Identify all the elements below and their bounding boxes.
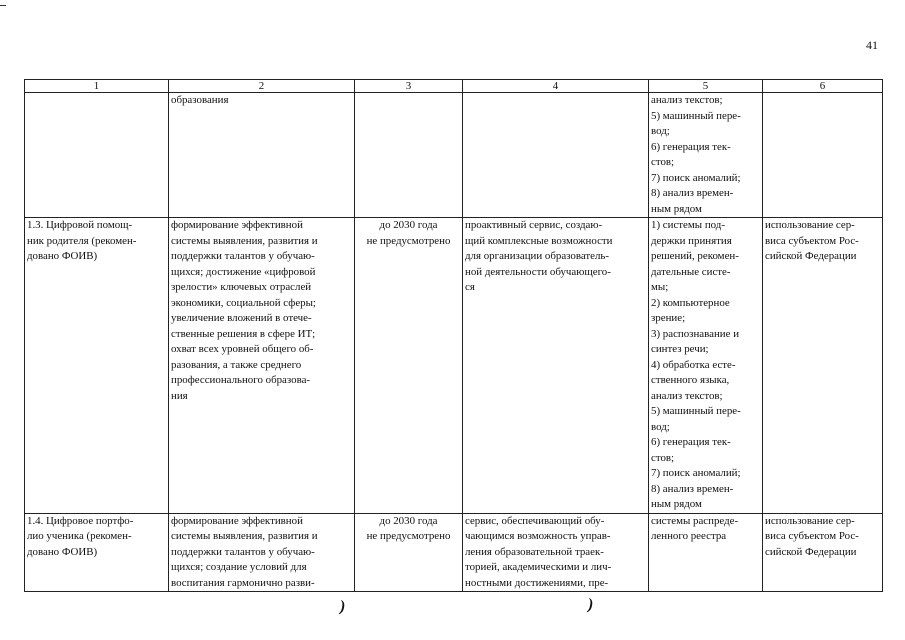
page-number: 41	[866, 38, 878, 52]
cell-goals	[169, 513, 355, 592]
cell-description	[463, 513, 649, 592]
text-line: ния	[171, 389, 188, 402]
text-line: использование сер-	[765, 219, 855, 231]
column-number: 1	[25, 80, 169, 93]
text-line: 6) генерация тек-	[651, 140, 731, 153]
text-line: образования	[171, 94, 229, 106]
column-number: 3	[355, 80, 463, 93]
scan-mark: )	[340, 598, 346, 615]
text-line: не предусмотрено	[366, 234, 451, 247]
text-line: 1.3. Цифровой помощ-	[27, 219, 133, 231]
cell-technologies	[649, 218, 763, 514]
column-number: 4	[463, 80, 649, 93]
text-line: ственного языка,	[651, 374, 730, 386]
text-line: до 2030 года	[379, 514, 438, 527]
text-line: 1) системы под-	[651, 219, 725, 231]
continuation-row	[25, 93, 883, 218]
text-line: дательные систе-	[651, 265, 731, 278]
text-line: экономики, социальной сферы;	[171, 296, 316, 309]
text-line: увеличение вложений в отече-	[171, 312, 312, 324]
text-line: сийской Федерации	[765, 545, 857, 558]
text-line: системы распреде-	[651, 514, 739, 527]
cell-deadline	[355, 218, 463, 514]
text-line: 8) анализ времен-	[651, 187, 734, 199]
text-line: не предусмотрено	[366, 530, 451, 542]
column-number: 6	[763, 80, 883, 93]
text-line: поддержки талантов у обучаю-	[171, 545, 315, 558]
text-line: поддержки талантов у обучаю-	[171, 250, 315, 262]
text-line: анализ текстов;	[651, 389, 723, 402]
text-line: системы выявления, развития и	[171, 530, 318, 542]
text-line: мы;	[651, 281, 669, 293]
cell-measure	[25, 513, 169, 592]
cell-measure	[25, 93, 169, 218]
text-line: ленного реестра	[651, 530, 727, 542]
text-line: воспитания гармонично разви-	[171, 576, 315, 589]
text-line: вод;	[651, 420, 670, 433]
column-number: 5	[649, 80, 763, 93]
text-line: ственные решения в сфере ИТ;	[171, 327, 316, 340]
text-line: решений, рекомен-	[651, 250, 739, 262]
text-line: щихся; создание условий для	[171, 561, 307, 573]
text-line: ся	[465, 281, 475, 293]
text-line: 5) машинный пере-	[651, 405, 741, 417]
text-line: довано ФОИВ)	[27, 250, 98, 262]
scan-mark: )	[588, 596, 594, 613]
cell-technologies	[649, 93, 763, 218]
table-row	[25, 218, 883, 514]
cell-goals	[169, 218, 355, 514]
text-line: профессионального образова-	[171, 374, 311, 386]
text-line: 1.4. Цифровое портфо-	[27, 514, 134, 527]
text-line: проактивный сервис, создаю-	[465, 219, 603, 231]
text-line: торией, академическими и лич-	[465, 561, 612, 573]
text-line: до 2030 года	[379, 219, 438, 231]
text-line: зрелости» ключевых отраслей	[171, 281, 312, 293]
text-line: ной деятельности обучающего-	[465, 265, 611, 278]
text-line: довано ФОИВ)	[27, 545, 98, 558]
text-line: щихся; достижение «цифровой	[171, 265, 316, 278]
cell-measure	[25, 218, 169, 514]
text-line: виса субъектом Рос-	[765, 530, 859, 542]
cell-indicator	[763, 218, 883, 514]
text-line: синтез речи;	[651, 343, 709, 355]
text-line: стов;	[651, 451, 675, 464]
cell-description	[463, 93, 649, 218]
cell-deadline	[355, 513, 463, 592]
text-line: 7) поиск аномалий;	[651, 171, 741, 184]
text-line: разования, а также среднего	[171, 358, 302, 371]
cell-deadline	[355, 93, 463, 218]
cell-goals	[169, 93, 355, 218]
text-line: ностными достижениями, пре-	[465, 576, 609, 589]
text-line: 2) компьютерное	[651, 296, 730, 309]
text-line: зрение;	[651, 312, 686, 324]
text-line: виса субъектом Рос-	[765, 234, 859, 247]
text-line: чающимся возможность управ-	[465, 530, 611, 542]
text-line: 8) анализ времен-	[651, 482, 734, 495]
text-line: ным рядом	[651, 498, 702, 510]
text-line: формирование эффективной	[171, 219, 303, 231]
text-line: щий комплексные возможности	[465, 234, 613, 247]
table-row	[25, 513, 883, 592]
text-line: ления образовательной траек-	[465, 545, 604, 558]
cell-indicator	[763, 513, 883, 592]
text-line: сервис, обеспечивающий обу-	[465, 514, 605, 527]
text-line: формирование эффективной	[171, 514, 303, 527]
text-line: лио ученика (рекомен-	[27, 530, 132, 542]
text-line: 5) машинный пере-	[651, 109, 741, 122]
text-line: ник родителя (рекомен-	[27, 234, 137, 247]
text-line: анализ текстов;	[651, 94, 723, 106]
text-line: 7) поиск аномалий;	[651, 467, 741, 479]
column-number-row	[25, 80, 883, 93]
text-line: держки принятия	[651, 234, 732, 247]
text-line: ным рядом	[651, 202, 702, 215]
text-line: 3) распознавание и	[651, 327, 740, 340]
cell-description	[463, 218, 649, 514]
text-line: стов;	[651, 156, 675, 168]
text-line: вод;	[651, 125, 670, 137]
text-line: использование сер-	[765, 514, 855, 527]
text-line: сийской Федерации	[765, 250, 857, 262]
text-line: охват всех уровней общего об-	[171, 343, 314, 355]
text-line: 6) генерация тек-	[651, 436, 731, 448]
measures-table	[24, 79, 883, 592]
cell-technologies	[649, 513, 763, 592]
text-line: 4) обработка есте-	[651, 358, 736, 371]
column-number: 2	[169, 80, 355, 93]
scan-corner-mark	[0, 0, 6, 6]
text-line: системы выявления, развития и	[171, 234, 318, 247]
cell-indicator	[763, 93, 883, 218]
text-line: для организации образователь-	[465, 250, 610, 262]
